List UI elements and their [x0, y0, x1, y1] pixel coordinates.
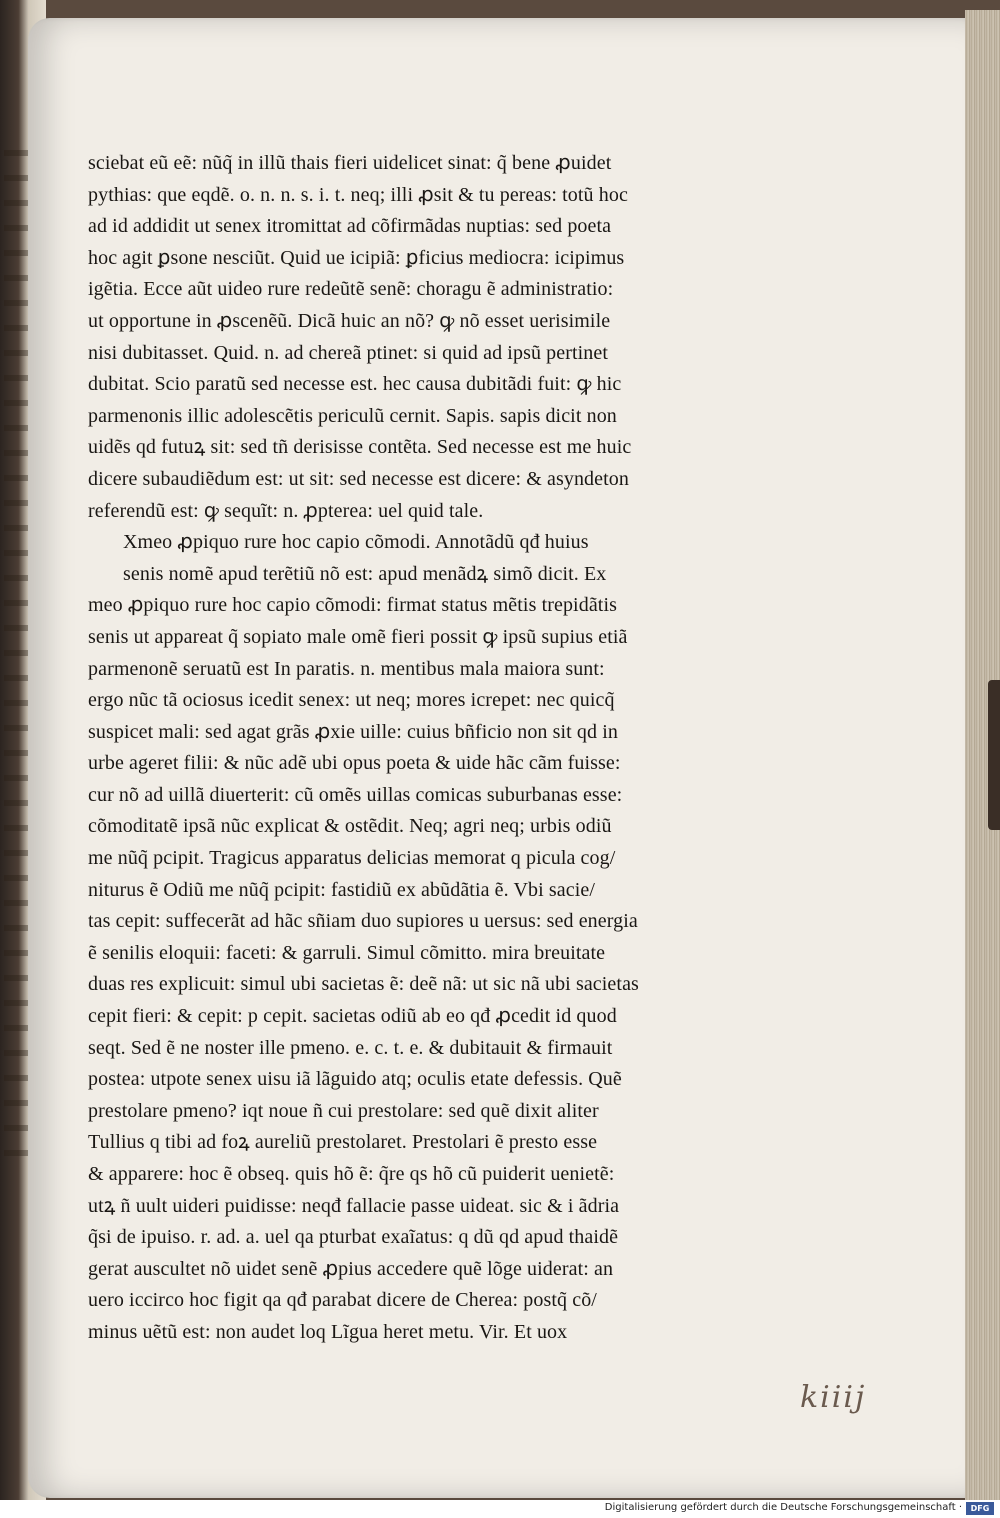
text-line: niturus ẽ Odiũ me nũq̃ pcipit: fastidiũ ex abũdãtia ẽ. Vbi sacie/	[88, 878, 596, 901]
text-line: parmenonẽ seruatũ est In paratis. n. mentibus mala maiora sunt:	[88, 657, 605, 680]
text-line: q̃si de ipuiso. r. ad. a. uel qa pturbat exaĩatus: q dũ qd apud thaidẽ	[88, 1226, 619, 1249]
text-line: parmenonis illic adolescẽtis periculũ cernit. Sapis. sapis dicit non	[88, 404, 617, 427]
text-line: ergo nũc tã ociosus icedit senex: ut neq; mores icrepet: nec quicq̃	[88, 689, 615, 712]
text-line: referendũ est: ꝙ sequĩt: n. ꝓpterea: uel quid tale.	[88, 499, 484, 522]
text-line: seqt. Sed ẽ ne noster ille pmeno. e. c. t. e. & dubitauit & firmauit	[88, 1036, 613, 1059]
text-line: hoc agit ꝑsone nesciũt. Quid ue icipiã: ꝑficius mediocra: icipimus	[88, 246, 625, 269]
text-line: igẽtia. Ecce aũt uideo rure redeũtẽ senẽ: choragu ẽ administratio:	[88, 278, 614, 301]
text-line: pythias: que eqdẽ. o. n. n. s. i. t. neq; illi ꝓsit & tu pereas: totũ hoc	[88, 183, 628, 206]
dfg-logo: DFG	[966, 1502, 994, 1515]
text-line: ut opportune in ꝓscenẽũ. Dicã huic an nõ? ꝙ nõ esset uerisimile	[88, 309, 611, 332]
text-line: dubitat. Scio paratũ sed necesse est. hec causa dubitãdi fuit: ꝙ hic	[88, 373, 622, 396]
text-line: urbe ageret filii: & nũc adẽ ubi opus poeta & uide hãc cãm fuisse:	[88, 752, 621, 775]
text-line: cur nõ ad uillã diuerterit: cũ omẽs uillas comicas suburbanas esse:	[88, 783, 623, 806]
text-line: uidẽs qd futuꝝ sit: sed tñ derisisse contẽta. Sed necesse est me huic	[88, 436, 632, 459]
text-line: & apparere: hoc ẽ obseq. quis hõ ẽ: q̃re qs hõ cũ puiderit uenietẽ:	[88, 1163, 615, 1185]
folio-signature: kiiij	[800, 1380, 867, 1415]
text-line: meo ꝓpiquo rure hoc capio cõmodi: firmat status mẽtis trepidãtis	[88, 594, 617, 617]
text-line: Xmeo ꝓpiquo rure hoc capio cõmodi. Annotãdũ qđ huius	[123, 531, 589, 554]
text-line: Tullius q tibi ad foꝝ aureliũ prestolaret. Prestolari ẽ presto esse	[88, 1131, 598, 1154]
text-line: utꝝ ñ uult uideri puidisse: neqđ fallacie passe uideat. sic & i ãdria	[88, 1194, 620, 1217]
text-line: senis ut appareat q̃ sopiato male omẽ fieri possit ꝙ ipsũ supius etiã	[88, 625, 628, 648]
footer-credit: Digitalisierung gefördert durch die Deutsche Forschungsgemeinschaft ·	[604, 1502, 962, 1513]
text-line: prestolare pmeno? iqt noue ñ cui prestolare: sed quẽ dixit aliter	[88, 1099, 599, 1122]
text-line: minus uẽtũ est: non audet loq Lĩgua heret metu. Vir. Et uox	[88, 1320, 568, 1343]
text-line: sciebat eũ eẽ: nũq̃ in illũ thais fieri uidelicet sinat: q̃ bene ꝓuidet	[88, 152, 612, 174]
text-line: cepit fieri: & cepit: p cepit. sacietas odiũ ab eo qđ ꝓcedit id quod	[88, 1005, 617, 1028]
text-line: senis nomẽ apud terẽtiũ nõ est: apud menãdꝝ simõ dicit. Ex	[123, 562, 607, 585]
text-line: ẽ senilis eloquii: faceti: & garruli. Simul cõmitto. mira breuitate	[88, 941, 606, 964]
text-line: duas res explicuit: simul ubi sacietas ẽ: deẽ nã: ut sic nã ubi sacietas	[88, 973, 639, 996]
text-line: cõmoditatẽ ipsã nũc explicat & ostẽdit. Neq; agri neq; urbis odiũ	[88, 815, 612, 838]
text-line: postea: utpote senex uisu iã lãguido atq; oculis etate defessis. Quẽ	[88, 1068, 622, 1091]
text-line: uero iccirco hoc figit qa qđ parabat dicere de Cherea: postq̃ cõ/	[88, 1289, 597, 1312]
text-line: me nũq̃ pcipit. Tragicus apparatus delicias memorat q picula cog/	[88, 847, 616, 870]
text-line: tas cepit: suffecerãt ad hãc sñiam duo supiores u uersus: sed energia	[88, 910, 638, 933]
text-line: gerat auscultet nõ uidet senẽ ꝓpius accedere quẽ lõge uiderat: an	[88, 1257, 614, 1280]
binding-tab	[988, 680, 1000, 830]
text-line: nisi dubitasset. Quid. n. ad chereã ptinet: si quid ad ipsũ pertinet	[88, 341, 609, 364]
text-line: dicere subaudiẽdum est: ut sit: sed necesse est dicere: & asyndeton	[88, 467, 629, 490]
page-text-block	[88, 148, 688, 1349]
text-line: suspicet mali: sed agat grãs ꝓxie uille: cuius bñficio non sit qd in	[88, 720, 618, 743]
text-line: ad id addidit ut senex itromittat ad cõfirmãdas nuptias: sed poeta	[88, 215, 612, 238]
